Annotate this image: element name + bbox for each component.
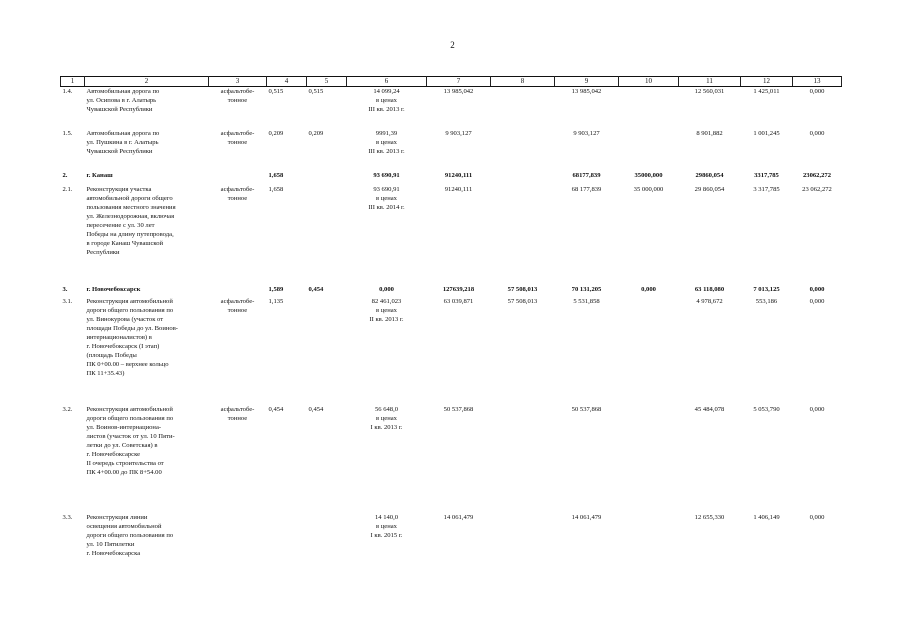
- surface-type: [209, 171, 267, 185]
- value-col7: 50 537,868: [443, 405, 474, 413]
- value-col8: [491, 87, 555, 129]
- length-value: [307, 171, 347, 185]
- estimated-cost: 56 648,0 в ценах I кв. 2013 г.: [370, 405, 403, 431]
- table-row: [61, 185, 842, 285]
- value-col13: 0,000: [809, 285, 825, 293]
- column-header-2: 2: [85, 77, 209, 87]
- column-header-11: 11: [679, 77, 741, 87]
- row-number: 2.: [62, 171, 68, 179]
- column-header-7: 7: [427, 77, 491, 87]
- length-value: 0,515: [308, 88, 324, 95]
- length-total: 1,135: [268, 297, 284, 305]
- estimated-cost: 14 140,0 в ценах I кв. 2015 г.: [370, 513, 403, 539]
- table-body: [61, 87, 842, 569]
- estimated-cost: 82 461,023 в ценах II кв. 2013 г.: [369, 297, 404, 323]
- column-header-12: 12: [741, 77, 793, 87]
- column-header-9: 9: [555, 77, 619, 87]
- column-header-10: 10: [619, 77, 679, 87]
- length-total: 0,209: [268, 129, 284, 137]
- value-col12: 5 053,790: [753, 405, 780, 413]
- row-number: 2.1.: [62, 185, 73, 193]
- value-col11: 29 860,054: [694, 185, 725, 193]
- surface-type: асфальтобе- тонное: [220, 185, 255, 202]
- length-total: 0,515: [268, 88, 284, 95]
- value-col9: 68 177,839: [571, 185, 602, 193]
- value-col9: 13 985,042: [571, 88, 602, 95]
- length-total: 1,658: [268, 171, 284, 179]
- object-name: Автомобильная дорога по ул. Пушкина в г. Алатырь Чувашской Республики: [86, 129, 160, 155]
- estimated-cost: 0,000: [379, 285, 394, 293]
- value-col8: [491, 513, 555, 569]
- value-col10: [619, 129, 679, 171]
- value-col12: 1 406,149: [753, 513, 780, 521]
- length-value: 0,454: [308, 285, 324, 293]
- surface-type: [209, 285, 267, 297]
- value-col7: 13 985,042: [443, 88, 474, 95]
- value-col11: 12 655,330: [694, 513, 725, 521]
- value-col12: 1 425,011: [753, 88, 780, 95]
- value-col8: 57 508,013: [507, 297, 538, 305]
- estimated-cost: 93 690,91: [373, 171, 400, 179]
- table-row: [61, 285, 842, 297]
- value-col10: [619, 297, 679, 405]
- table-row: [61, 87, 842, 129]
- value-col9: 9 903,127: [573, 129, 600, 137]
- value-col8: 57 508,013: [507, 285, 538, 293]
- estimated-cost: 9991,39 в ценах III кв. 2013 г.: [368, 129, 405, 155]
- value-col9: 14 061,479: [571, 513, 602, 521]
- value-col9: 50 537,868: [571, 405, 602, 413]
- budget-table: [60, 76, 842, 569]
- object-name: Автомобильная дорога по ул. Осипова в г. Алатырь Чувашской Республики: [86, 88, 160, 113]
- value-col10: [619, 513, 679, 569]
- value-col11: 63 118,080: [694, 285, 725, 293]
- row-number: 3.2.: [62, 405, 73, 413]
- row-number: 1.5.: [62, 129, 73, 137]
- column-header-13: 13: [793, 77, 842, 87]
- value-col8: [491, 185, 555, 285]
- value-col10: 35000,000: [634, 171, 663, 179]
- value-col7: 9 903,127: [445, 129, 472, 137]
- value-col11: 8 901,882: [696, 129, 723, 137]
- value-col9: 68177,839: [572, 171, 601, 179]
- value-col13: 0,000: [809, 297, 825, 305]
- estimated-cost: 93 690,91 в ценах III кв. 2014 г.: [368, 185, 405, 211]
- object-name: г. Канаш: [86, 171, 113, 179]
- column-header-6: 6: [347, 77, 427, 87]
- surface-type: асфальтобе- тонное: [220, 88, 255, 104]
- value-col13: 23062,272: [802, 171, 832, 179]
- row-number: 3.: [62, 285, 68, 293]
- value-col7: 14 061,479: [443, 513, 474, 521]
- table-row: [61, 171, 842, 185]
- value-col11: 29860,054: [695, 171, 724, 179]
- length-value: [307, 513, 347, 569]
- table-row: [61, 513, 842, 569]
- value-col8: [491, 129, 555, 171]
- value-col12: 553,186: [755, 297, 778, 305]
- value-col11: 12 560,031: [694, 88, 725, 95]
- row-number: 1.4.: [62, 88, 73, 95]
- length-total: [267, 513, 307, 569]
- value-col8: [491, 171, 555, 185]
- length-value: [307, 185, 347, 285]
- table-row: [61, 129, 842, 171]
- value-col13: 0,000: [809, 405, 825, 413]
- length-total: 1,589: [268, 285, 284, 293]
- surface-type: асфальтобе- тонное: [220, 405, 255, 422]
- value-col11: 4 978,672: [696, 297, 723, 305]
- table-row: [61, 405, 842, 513]
- row-number: 3.3.: [62, 513, 73, 521]
- value-col10: 0,000: [641, 285, 656, 293]
- value-col10: [619, 405, 679, 513]
- estimated-cost: 14 099,24 в ценах III кв. 2013 г.: [368, 88, 405, 113]
- object-name: Реконструкция автомобильной дороги общего пользования по ул. Воинов-интернациона- листов (участок от ул. 10 Пяти- летки до ул. Советская) в г. Новочебоксарске II очередь строительства от ПК 4+00.00 до ПК 8+54.00: [86, 405, 175, 476]
- column-header-3: 3: [209, 77, 267, 87]
- value-col13: 0,000: [809, 129, 825, 137]
- value-col12: 1 001,245: [753, 129, 780, 137]
- table-row: [61, 297, 842, 405]
- value-col10: 35 000,000: [633, 185, 664, 193]
- row-number: 3.1.: [62, 297, 73, 305]
- value-col7: 63 039,871: [443, 297, 474, 305]
- value-col7: 91240,111: [444, 185, 473, 193]
- value-col7: 127639,218: [442, 285, 475, 293]
- value-col7: 91240,111: [444, 171, 473, 179]
- value-col13: 0,000: [809, 88, 825, 95]
- value-col10: [619, 87, 679, 129]
- column-header-5: 5: [307, 77, 347, 87]
- surface-type: асфальтобе- тонное: [220, 129, 255, 146]
- length-value: 0,454: [308, 405, 324, 413]
- column-number-row: [61, 77, 842, 87]
- value-col12: 7 013,125: [753, 285, 780, 293]
- length-total: 1,658: [268, 185, 284, 193]
- length-value: 0,209: [308, 129, 324, 137]
- object-name: Реконструкция участка автомобильной дороги общего пользования местного значения ул. Железнодорожная, включая пересечение с ул. 30 лет Победы на длину путепровода, в городе Канаш Чувашской Республики: [86, 185, 176, 256]
- column-header-4: 4: [267, 77, 307, 87]
- value-col11: 45 484,078: [694, 405, 725, 413]
- value-col9: 70 131,205: [571, 285, 602, 293]
- value-col12: 3 317,785: [753, 185, 780, 193]
- value-col13: 0,000: [809, 513, 825, 521]
- page-number: 2: [450, 40, 455, 50]
- value-col9: 5 531,858: [573, 297, 600, 305]
- column-header-1: 1: [61, 77, 85, 87]
- value-col13: 23 062,272: [802, 185, 832, 193]
- value-col12: 3317,785: [754, 171, 779, 179]
- object-name: г. Новочебоксарск: [86, 285, 141, 293]
- surface-type: асфальтобе- тонное: [220, 297, 255, 314]
- object-name: Реконструкция линии освещения автомобильной дороги общего пользования по ул. 10 Пятилетки г. Новочебоксарска: [86, 513, 174, 557]
- length-value: [307, 297, 347, 405]
- surface-type: [209, 513, 267, 569]
- object-name: Реконструкция автомобильной дороги общего пользования по ул. Винокурова (участок от площади Победы до ул. Воинов- интернационалистов) в г. Новочебоксарск (I этап) (площадь Победы ПК 0+00.00 – верхнее кольцо ПК 11+35.43): [86, 297, 179, 377]
- column-header-8: 8: [491, 77, 555, 87]
- length-total: 0,454: [268, 405, 284, 413]
- value-col8: [491, 405, 555, 513]
